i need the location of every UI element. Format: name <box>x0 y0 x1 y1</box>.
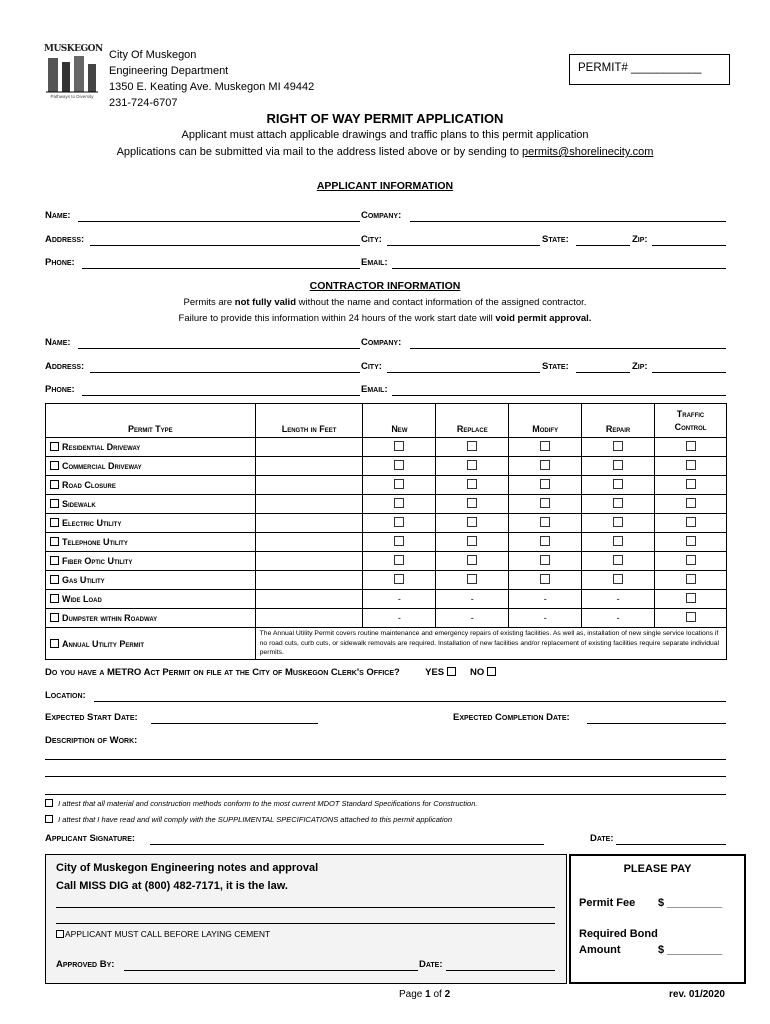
checkbox-icon[interactable] <box>50 537 59 546</box>
option-cell[interactable] <box>363 552 436 571</box>
contractor-company-field[interactable] <box>410 337 726 349</box>
table-row <box>46 571 727 590</box>
header-modify: Modify <box>509 404 582 438</box>
annual-permit-note: The Annual Utility Permit covers routine maintenance and emergency repairs of existing facilities. As well as, installation of new single service locations if no road cuts, curb cuts, or sidewalk removals are required. Installation of new facilities and/or replacement of existing facilities require separate individual permits. <box>255 628 726 660</box>
page-of: of <box>430 989 445 1000</box>
page-prefix: Page <box>399 989 426 1000</box>
cement-notice: APPLICANT MUST CALL BEFORE LAYING CEMENT <box>65 929 271 939</box>
applicant-zip-field[interactable] <box>652 234 726 246</box>
permit-type-cell[interactable] <box>46 438 256 457</box>
approval-notes-line-1[interactable] <box>56 896 555 908</box>
permit-type-cell[interactable] <box>46 571 256 590</box>
contractor-heading: CONTRACTOR INFORMATION <box>309 280 461 292</box>
header-repair: Repair <box>582 404 655 438</box>
option-cell[interactable] <box>509 533 582 552</box>
option-cell[interactable] <box>655 571 727 590</box>
applicant-zip-label: Zip: <box>632 234 648 245</box>
attest-mdot-checkbox[interactable] <box>45 799 53 807</box>
checkbox-icon[interactable] <box>467 498 477 508</box>
signature-date-label: Date: <box>590 833 614 844</box>
header-permit-type: Permit Type <box>46 404 256 438</box>
option-cell[interactable] <box>436 514 509 533</box>
option-cell[interactable] <box>363 514 436 533</box>
checkbox-icon[interactable] <box>394 498 404 508</box>
option-cell[interactable] <box>655 533 727 552</box>
completion-date-field[interactable] <box>587 712 726 724</box>
applicant-city-label: City: <box>361 234 382 245</box>
description-line-3[interactable] <box>45 783 726 795</box>
permit-type-label: Road Closure <box>62 480 116 490</box>
not-applicable-cell: - <box>436 609 509 628</box>
approval-heading: City of Muskegon Engineering notes and approval <box>56 862 319 874</box>
checkbox-icon[interactable] <box>467 441 477 451</box>
option-cell[interactable] <box>655 476 727 495</box>
length-in-feet-field[interactable] <box>255 552 363 571</box>
option-cell[interactable] <box>655 514 727 533</box>
checkbox-icon[interactable] <box>540 555 550 565</box>
option-cell[interactable] <box>582 552 655 571</box>
page-number <box>399 989 450 1000</box>
contractor-phone-field[interactable] <box>82 384 360 396</box>
checkbox-icon[interactable] <box>394 441 404 451</box>
header-replace: Replace <box>436 404 509 438</box>
checkbox-icon[interactable] <box>686 574 696 584</box>
checkbox-icon[interactable] <box>467 574 477 584</box>
header-new: New <box>363 404 436 438</box>
form-subtitle-submission <box>0 146 770 158</box>
contractor-city-label: City: <box>361 361 382 372</box>
checkbox-icon[interactable] <box>686 593 696 603</box>
approval-date-field[interactable] <box>446 959 555 971</box>
permit-type-label: Dumpster within Roadway <box>62 613 158 623</box>
signature-label: Applicant Signature: <box>45 833 136 844</box>
option-cell[interactable] <box>363 457 436 476</box>
option-cell[interactable] <box>509 457 582 476</box>
permit-type-label: Wide Load <box>62 594 102 604</box>
option-cell[interactable] <box>509 495 582 514</box>
length-in-feet-field[interactable] <box>255 514 363 533</box>
contractor-zip-field[interactable] <box>652 361 726 373</box>
approval-date-label: Date: <box>419 959 443 970</box>
attest-supplemental-checkbox[interactable] <box>45 815 53 823</box>
checkbox-icon[interactable] <box>613 498 623 508</box>
bond-label-line2: Amount <box>579 944 621 956</box>
option-cell[interactable] <box>436 438 509 457</box>
option-cell[interactable] <box>509 476 582 495</box>
option-cell[interactable] <box>655 590 727 609</box>
checkbox-icon[interactable] <box>50 594 59 603</box>
validity-text-a: Permits are <box>183 297 235 308</box>
attest-mdot-row <box>45 799 477 808</box>
applicant-city-field[interactable] <box>387 234 540 246</box>
permit-type-label: Electric Utility <box>62 518 122 528</box>
option-cell[interactable] <box>436 571 509 590</box>
checkbox-icon[interactable] <box>613 536 623 546</box>
table-row <box>46 514 727 533</box>
contractor-state-label: State: <box>542 361 569 372</box>
checkbox-icon[interactable] <box>613 574 623 584</box>
applicant-name-field[interactable] <box>78 210 360 222</box>
contractor-name-label: Name: <box>45 337 71 348</box>
department-name: Engineering Department <box>109 65 229 77</box>
contractor-address-label: Address: <box>45 361 85 372</box>
approved-by-label: Approved By: <box>56 959 115 970</box>
applicant-phone-field[interactable] <box>82 257 360 269</box>
option-cell[interactable] <box>436 552 509 571</box>
checkbox-icon[interactable] <box>540 460 550 470</box>
contractor-city-field[interactable] <box>387 361 540 373</box>
permit-type-cell[interactable] <box>46 533 256 552</box>
header-traffic-control <box>655 404 727 438</box>
attest-supplemental-row <box>45 815 452 824</box>
checkbox-icon[interactable] <box>467 479 477 489</box>
city-logo <box>44 44 103 106</box>
not-applicable-cell: - <box>363 590 436 609</box>
checkbox-icon[interactable] <box>613 517 623 527</box>
contractor-state-field[interactable] <box>576 361 630 373</box>
applicant-state-field[interactable] <box>576 234 630 246</box>
checkbox-icon[interactable] <box>613 460 623 470</box>
table-row <box>46 495 727 514</box>
checkbox-icon[interactable] <box>540 574 550 584</box>
permit-type-label: Telephone Utility <box>62 537 128 547</box>
applicant-address-label: Address: <box>45 234 85 245</box>
applicant-heading: APPLICANT INFORMATION <box>316 180 454 192</box>
permit-type-cell[interactable] <box>46 514 256 533</box>
checkbox-icon[interactable] <box>686 479 696 489</box>
logo-image <box>44 54 100 94</box>
metro-no-checkbox[interactable] <box>487 667 496 676</box>
contractor-phone-label: Phone: <box>45 384 75 395</box>
option-cell[interactable] <box>655 552 727 571</box>
attest-mdot-text: I attest that all material and construction methods conform to the most current MDOT Standard Specifications for Construction. <box>58 799 478 808</box>
checkbox-icon[interactable] <box>394 460 404 470</box>
option-cell[interactable] <box>582 495 655 514</box>
table-row <box>46 533 727 552</box>
contractor-zip-label: Zip: <box>632 361 648 372</box>
option-cell[interactable] <box>582 476 655 495</box>
permit-type-cell[interactable] <box>46 552 256 571</box>
checkbox-icon[interactable] <box>686 517 696 527</box>
checkbox-icon[interactable] <box>50 461 59 470</box>
permit-fee-field[interactable]: $ _________ <box>658 897 723 909</box>
header-length: Length in Feet <box>255 404 363 438</box>
checkbox-icon[interactable] <box>394 517 404 527</box>
option-cell[interactable] <box>363 438 436 457</box>
permit-type-table <box>45 403 727 660</box>
option-cell[interactable] <box>655 438 727 457</box>
checkbox-icon[interactable] <box>540 517 550 527</box>
checkbox-icon[interactable] <box>686 460 696 470</box>
not-applicable-cell: - <box>509 609 582 628</box>
revision-date: rev. 01/2020 <box>669 989 725 1000</box>
start-date-field[interactable] <box>151 712 318 724</box>
permit-type-cell[interactable] <box>46 476 256 495</box>
permit-type-label: Fiber Optic Utility <box>62 556 133 566</box>
not-applicable-cell: - <box>582 590 655 609</box>
applicant-name-label: Name: <box>45 210 71 221</box>
deadline-text-a: Failure to provide this information within 24 hours of the work start date will <box>178 313 496 324</box>
checkbox-icon[interactable] <box>467 555 477 565</box>
metro-yes-checkbox[interactable] <box>447 667 456 676</box>
metro-question-row <box>45 667 499 678</box>
location-label: Location: <box>45 690 86 701</box>
city-name: City Of Muskegon <box>109 49 197 61</box>
table-row <box>46 552 727 571</box>
miss-dig-notice: Call MISS DIG at (800) 482-7171, it is the law. <box>56 880 288 892</box>
submission-text: Applications can be submitted via mail to the address listed above or by sending to <box>116 146 522 158</box>
option-cell[interactable] <box>582 533 655 552</box>
table-row-annual <box>46 628 727 660</box>
checkbox-icon[interactable] <box>50 639 59 648</box>
contractor-email-label: Email: <box>361 384 388 395</box>
checkbox-icon[interactable] <box>686 536 696 546</box>
permit-type-cell[interactable] <box>46 457 256 476</box>
checkbox-icon[interactable] <box>540 536 550 546</box>
annual-permit-cell[interactable] <box>46 628 256 660</box>
checkbox-icon[interactable] <box>394 555 404 565</box>
permit-fee-label: Permit Fee <box>579 897 636 909</box>
option-cell[interactable] <box>363 533 436 552</box>
checkbox-icon[interactable] <box>686 498 696 508</box>
checkbox-icon[interactable] <box>686 441 696 451</box>
option-cell[interactable] <box>582 457 655 476</box>
length-in-feet-field[interactable] <box>255 438 363 457</box>
option-cell[interactable] <box>582 571 655 590</box>
city-phone: 231-724-6707 <box>109 97 178 109</box>
checkbox-icon[interactable] <box>686 612 696 622</box>
checkbox-icon[interactable] <box>50 575 59 584</box>
traffic-header-line1: Traffic <box>676 409 705 419</box>
signature-date-field[interactable] <box>616 833 726 845</box>
form-subtitle-drawings: Applicant must attach applicable drawings and traffic plans to this permit application <box>181 129 589 141</box>
option-cell[interactable] <box>363 476 436 495</box>
length-in-feet-field[interactable] <box>255 457 363 476</box>
page-current: 1 <box>425 989 431 1000</box>
permit-type-cell[interactable] <box>46 590 256 609</box>
checkbox-icon[interactable] <box>613 479 623 489</box>
metro-question: Do you have a METRO Act Permit on file at the City of Muskegon Clerk's Office? <box>45 667 400 678</box>
not-applicable-cell: - <box>582 609 655 628</box>
length-in-feet-field[interactable] <box>255 495 363 514</box>
location-field[interactable] <box>94 690 726 702</box>
length-in-feet-field[interactable] <box>255 609 363 628</box>
checkbox-icon[interactable] <box>50 499 59 508</box>
metro-no-label: NO <box>470 667 485 678</box>
completion-date-label: Expected Completion Date: <box>453 712 570 723</box>
option-cell[interactable] <box>509 571 582 590</box>
contractor-note-deadline <box>0 313 770 324</box>
permit-number-box[interactable] <box>569 54 730 85</box>
form-title: RIGHT OF WAY PERMIT APPLICATION <box>266 111 504 126</box>
bond-label-line1: Required Bond <box>579 928 658 940</box>
option-cell[interactable] <box>655 457 727 476</box>
checkbox-icon[interactable] <box>467 517 477 527</box>
cement-row <box>56 929 270 939</box>
start-date-label: Expected Start Date: <box>45 712 138 723</box>
checkbox-icon[interactable] <box>467 536 477 546</box>
permits-email-link[interactable]: permits@shorelinecity.com <box>522 146 654 158</box>
description-line-1[interactable] <box>45 748 726 760</box>
description-label: Description of Work: <box>45 735 138 746</box>
description-line-2[interactable] <box>45 765 726 777</box>
deadline-text-b: void permit approval. <box>495 313 592 324</box>
checkbox-icon[interactable] <box>394 536 404 546</box>
option-cell[interactable] <box>436 533 509 552</box>
checkbox-icon[interactable] <box>394 479 404 489</box>
city-address: 1350 E. Keating Ave. Muskegon MI 49442 <box>109 81 315 93</box>
bond-amount-field[interactable]: $ _________ <box>658 944 723 956</box>
not-applicable-cell: - <box>509 590 582 609</box>
annual-permit-label: Annual Utility Permit <box>62 638 144 649</box>
checkbox-icon[interactable] <box>613 441 623 451</box>
checkbox-icon[interactable] <box>50 518 59 527</box>
contractor-email-field[interactable] <box>392 384 726 396</box>
checkbox-icon[interactable] <box>540 479 550 489</box>
applicant-phone-label: Phone: <box>45 257 75 268</box>
logo-caption: Pathways to Diversity <box>50 94 94 99</box>
checkbox-icon[interactable] <box>50 442 59 451</box>
approved-by-field[interactable] <box>124 959 418 971</box>
applicant-company-label: Company: <box>361 210 402 221</box>
option-cell[interactable] <box>436 495 509 514</box>
contractor-note-validity <box>0 297 770 308</box>
attest-supplemental-text: I attest that I have read and will comply with the SUPPLIMENTAL SPECIFICATIONS attached to this permit application <box>58 815 453 824</box>
option-cell[interactable] <box>582 438 655 457</box>
checkbox-icon[interactable] <box>394 574 404 584</box>
checkbox-icon[interactable] <box>50 480 59 489</box>
option-cell[interactable] <box>655 609 727 628</box>
not-applicable-cell: - <box>436 590 509 609</box>
cement-checkbox[interactable] <box>56 930 64 938</box>
option-cell[interactable] <box>509 438 582 457</box>
applicant-state-label: State: <box>542 234 569 245</box>
length-in-feet-field[interactable] <box>255 571 363 590</box>
please-pay-heading: PLEASE PAY <box>623 863 692 875</box>
permit-type-cell[interactable] <box>46 495 256 514</box>
traffic-header-line2: Control <box>674 422 707 432</box>
checkbox-icon[interactable] <box>686 555 696 565</box>
table-row <box>46 590 727 609</box>
permit-type-label: Gas Utility <box>62 575 105 585</box>
contractor-name-field[interactable] <box>78 337 360 349</box>
applicant-address-field[interactable] <box>90 234 360 246</box>
checkbox-icon[interactable] <box>540 441 550 451</box>
option-cell[interactable] <box>363 571 436 590</box>
length-in-feet-field[interactable] <box>255 476 363 495</box>
contractor-company-label: Company: <box>361 337 402 348</box>
length-in-feet-field[interactable] <box>255 533 363 552</box>
table-row <box>46 438 727 457</box>
permit-type-cell[interactable] <box>46 609 256 628</box>
applicant-email-label: Email: <box>361 257 388 268</box>
option-cell[interactable] <box>363 495 436 514</box>
metro-yes-label: YES <box>425 667 445 678</box>
table-row <box>46 476 727 495</box>
option-cell[interactable] <box>655 495 727 514</box>
checkbox-icon[interactable] <box>613 555 623 565</box>
checkbox-icon[interactable] <box>50 556 59 565</box>
option-cell[interactable] <box>436 476 509 495</box>
approval-notes-line-2[interactable] <box>56 912 555 924</box>
applicant-email-field[interactable] <box>392 257 726 269</box>
applicant-company-field[interactable] <box>410 210 726 222</box>
permit-type-label: Residential Driveway <box>62 442 141 452</box>
table-row <box>46 609 727 628</box>
logo-wordmark: MUSKEGON <box>44 44 103 54</box>
validity-text-b: not fully valid <box>234 297 296 308</box>
contractor-address-field[interactable] <box>90 361 360 373</box>
length-in-feet-field[interactable] <box>255 590 363 609</box>
checkbox-icon[interactable] <box>467 460 477 470</box>
page-total: 2 <box>444 989 451 1000</box>
not-applicable-cell: - <box>363 609 436 628</box>
checkbox-icon[interactable] <box>540 498 550 508</box>
table-row <box>46 457 727 476</box>
option-cell[interactable] <box>582 514 655 533</box>
option-cell[interactable] <box>509 514 582 533</box>
signature-field[interactable] <box>150 833 544 845</box>
option-cell[interactable] <box>509 552 582 571</box>
validity-text-c: without the name and contact information of the assigned contractor. <box>296 297 587 308</box>
permit-type-label: Commercial Driveway <box>62 461 142 471</box>
permit-number-label: PERMIT# ___________ <box>578 62 702 74</box>
option-cell[interactable] <box>436 457 509 476</box>
permit-type-label: Sidewalk <box>62 499 96 509</box>
checkbox-icon[interactable] <box>50 613 59 622</box>
